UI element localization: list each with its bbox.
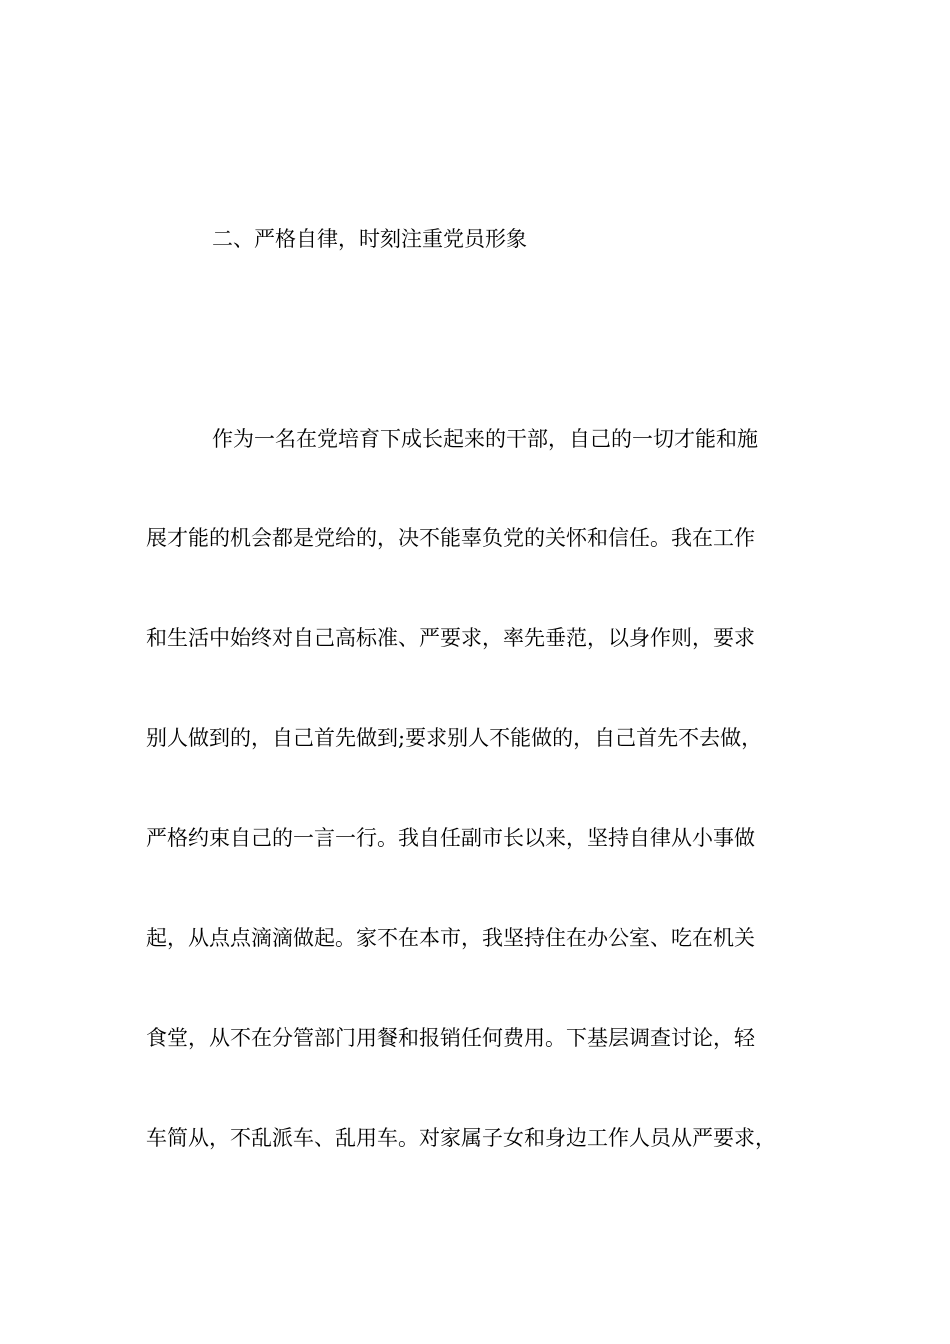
paragraph-line-7: 食堂，从不在分管部门用餐和报销任何费用。下基层调查讨论，轻 [146, 1026, 755, 1050]
paragraph-line-4: 别人做到的，自己首先做到;要求别人不能做的，自己首先不去做， [146, 726, 763, 750]
paragraph-line-2: 展才能的机会都是党给的，决不能辜负党的关怀和信任。我在工作 [146, 526, 755, 550]
paragraph-line-5: 严格约束自己的一言一行。我自任副市长以来，坚持自律从小事做 [146, 826, 755, 850]
paragraph-line-3: 和生活中始终对自己高标准、严要求，率先垂范，以身作则，要求 [146, 626, 755, 650]
section-heading: 二、严格自律，时刻注重党员形象 [212, 227, 527, 251]
paragraph-line-1: 作为一名在党培育下成长起来的干部，自己的一切才能和施 [212, 427, 758, 451]
paragraph-line-8: 车简从，不乱派车、乱用车。对家属子女和身边工作人员从严要求， [146, 1126, 776, 1150]
paragraph-line-6: 起，从点点滴滴做起。家不在本市，我坚持住在办公室、吃在机关 [146, 926, 755, 950]
